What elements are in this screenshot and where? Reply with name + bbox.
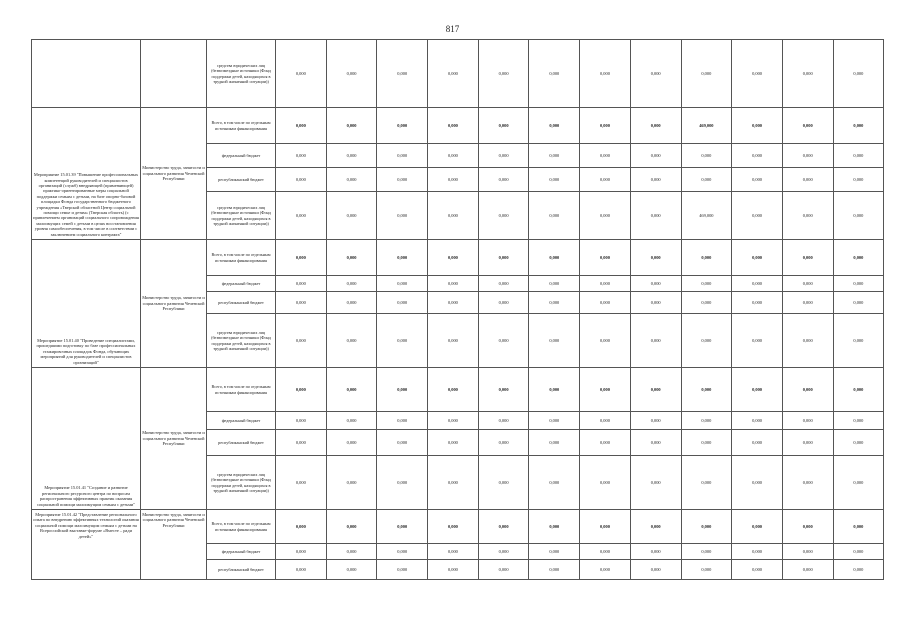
amount-cell: 0,000 [782, 412, 833, 430]
amount-cell: 0,000 [276, 168, 327, 192]
amount-cell: 0,000 [732, 192, 783, 240]
amount-cell: 0,000 [478, 368, 529, 412]
amount-cell: 0,000 [529, 192, 580, 240]
event-cell: Мероприятие 15.01.39 "Повышение профессиональных компетенций руководителей и специалистов организаций (служб) внедряющей (применяющей) практико-ориентированные меры социальной поддержки семьям с детьми, на базе опорно-базовой площадки Фонда государственного бюджетного учреждения «Тверской областной Центр социальной помощи семье и детям» (Тверская область) (с привлечением организаций социального сопровождения малоимущих семей с детьми в целях восстановления уровня самообеспечения, в том числе в соответствии с заключением социального контракта" [32, 108, 141, 240]
amount-cell: 0,000 [681, 292, 732, 314]
amount-cell: 0,000 [833, 412, 884, 430]
amount-cell: 0,000 [580, 510, 631, 544]
event-cell: Мероприятие 15.01.41 "Создание и развитие регионального ресурсного центра по вопросам распространения эффективных практик оказания социальной помощи малоимущим семьям с детьми" [32, 368, 141, 510]
amount-cell: 0,000 [377, 314, 428, 368]
amount-cell: 0,000 [276, 544, 327, 560]
amount-cell: 0,000 [580, 456, 631, 510]
amount-cell: 0,000 [782, 560, 833, 580]
amount-cell: 0,000 [428, 560, 479, 580]
amount-cell: 0,000 [326, 544, 377, 560]
amount-cell: 0,000 [580, 560, 631, 580]
amount-cell: 0,000 [326, 456, 377, 510]
amount-cell: 0,000 [833, 276, 884, 292]
amount-cell: 0,000 [630, 560, 681, 580]
amount-cell: 0,000 [732, 560, 783, 580]
amount-cell: 0,000 [377, 510, 428, 544]
amount-cell: 0,000 [529, 108, 580, 144]
amount-cell: 0,000 [478, 276, 529, 292]
amount-cell: 0,000 [782, 240, 833, 276]
amount-cell: 0,000 [529, 292, 580, 314]
amount-cell: 0,000 [833, 168, 884, 192]
funding-source-cell: Всего, в том числе по отдельным источникам финансирования [207, 108, 276, 144]
funding-source-cell: средства юридических лиц (безвозмездные источники (Фонд поддержки детей, находящихся в трудной жизненной ситуации)) [207, 192, 276, 240]
amount-cell: 0,000 [630, 456, 681, 510]
amount-cell: 0,000 [732, 40, 783, 108]
amount-cell: 0,000 [428, 168, 479, 192]
page-number: 817 [445, 24, 460, 34]
table-row [32, 368, 884, 412]
amount-cell: 0,000 [377, 412, 428, 430]
amount-cell: 0,000 [276, 368, 327, 412]
amount-cell: 0,000 [732, 276, 783, 292]
amount-cell: 0,000 [326, 510, 377, 544]
amount-cell: 0,000 [630, 292, 681, 314]
amount-cell: 0,000 [428, 40, 479, 108]
funding-source-cell: республиканский бюджет [207, 560, 276, 580]
amount-cell: 0,000 [580, 544, 631, 560]
amount-cell: 0,000 [580, 144, 631, 168]
amount-cell: 0,000 [782, 430, 833, 456]
amount-cell: 0,000 [630, 192, 681, 240]
amount-cell: 0,000 [630, 276, 681, 292]
amount-cell: 0,000 [428, 510, 479, 544]
amount-cell: 0,000 [833, 314, 884, 368]
amount-cell: 0,000 [681, 560, 732, 580]
amount-cell: 0,000 [478, 456, 529, 510]
amount-cell: 0,000 [580, 192, 631, 240]
amount-cell: 0,000 [377, 456, 428, 510]
amount-cell: 0,000 [630, 144, 681, 168]
amount-cell: 0,000 [732, 144, 783, 168]
amount-cell: 0,000 [276, 108, 327, 144]
amount-cell: 0,000 [377, 560, 428, 580]
amount-cell: 0,000 [833, 510, 884, 544]
amount-cell: 0,000 [630, 240, 681, 276]
funding-source-cell: федеральный бюджет [207, 144, 276, 168]
amount-cell: 0,000 [529, 368, 580, 412]
amount-cell: 0,000 [681, 314, 732, 368]
amount-cell: 0,000 [833, 240, 884, 276]
amount-cell: 0,000 [732, 544, 783, 560]
amount-cell: 0,000 [428, 412, 479, 430]
amount-cell: 0,000 [732, 510, 783, 544]
amount-cell: 0,000 [529, 544, 580, 560]
amount-cell: 0,000 [732, 240, 783, 276]
amount-cell: 0,000 [377, 168, 428, 192]
amount-cell: 0,000 [630, 40, 681, 108]
amount-cell: 0,000 [580, 276, 631, 292]
funding-source-cell: Всего, в том числе по отдельным источникам финансирования [207, 240, 276, 276]
amount-cell: 0,000 [326, 108, 377, 144]
amount-cell: 0,000 [529, 144, 580, 168]
amount-cell: 0,000 [428, 456, 479, 510]
funding-source-cell: федеральный бюджет [207, 276, 276, 292]
amount-cell: 0,000 [377, 192, 428, 240]
amount-cell: 0,000 [377, 292, 428, 314]
budget-table [31, 39, 884, 580]
amount-cell: 0,000 [276, 192, 327, 240]
amount-cell: 0,000 [529, 560, 580, 580]
amount-cell: 0,000 [580, 430, 631, 456]
amount-cell: 0,000 [732, 292, 783, 314]
amount-cell: 0,000 [681, 240, 732, 276]
amount-cell: 0,000 [276, 292, 327, 314]
funding-source-cell: средства юридических лиц (безвозмездные источники (Фонд поддержки детей, находящихся в трудной жизненной ситуации)) [207, 314, 276, 368]
amount-cell: 0,000 [529, 314, 580, 368]
amount-cell: 0,000 [276, 510, 327, 544]
amount-cell: 0,000 [478, 544, 529, 560]
amount-cell: 0,000 [580, 40, 631, 108]
amount-cell: 0,000 [732, 456, 783, 510]
amount-cell: 0,000 [276, 314, 327, 368]
amount-cell: 0,000 [326, 192, 377, 240]
amount-cell: 0,000 [681, 412, 732, 430]
amount-cell: 0,000 [326, 240, 377, 276]
amount-cell: 0,000 [782, 292, 833, 314]
amount-cell: 0,000 [833, 192, 884, 240]
amount-cell: 0,000 [580, 368, 631, 412]
amount-cell: 0,000 [782, 168, 833, 192]
amount-cell: 0,000 [782, 314, 833, 368]
amount-cell: 0,000 [276, 456, 327, 510]
amount-cell: 0,000 [276, 240, 327, 276]
amount-cell: 0,000 [782, 544, 833, 560]
amount-cell: 0,000 [326, 40, 377, 108]
amount-cell: 0,000 [782, 192, 833, 240]
amount-cell: 0,000 [478, 108, 529, 144]
amount-cell: 0,000 [833, 456, 884, 510]
amount-cell: 0,000 [428, 292, 479, 314]
funding-source-cell: федеральный бюджет [207, 412, 276, 430]
amount-cell: 0,000 [580, 314, 631, 368]
amount-cell: 0,000 [833, 108, 884, 144]
amount-cell: 0,000 [580, 108, 631, 144]
amount-cell: 0,000 [782, 276, 833, 292]
amount-cell: 0,000 [276, 40, 327, 108]
amount-cell: 0,000 [377, 430, 428, 456]
funding-source-cell: средства юридических лиц (безвозмездные источники (Фонд поддержки детей, находящихся в трудной жизненной ситуации)) [207, 40, 276, 108]
table-row [32, 510, 884, 544]
executor-cell: Министерство труда, занятости и социального развития Чеченской Республики [141, 368, 207, 510]
amount-cell: 0,000 [377, 40, 428, 108]
amount-cell: 0,000 [732, 368, 783, 412]
amount-cell: 0,000 [732, 168, 783, 192]
funding-source-cell: Всего, в том числе по отдельным источникам финансирования [207, 368, 276, 412]
amount-cell: 0,000 [580, 240, 631, 276]
budget-table-container [31, 39, 883, 580]
amount-cell: 0,000 [326, 276, 377, 292]
amount-cell: 0,000 [326, 368, 377, 412]
amount-cell: 0,000 [833, 544, 884, 560]
amount-cell: 0,000 [428, 240, 479, 276]
amount-cell: 0,000 [377, 240, 428, 276]
amount-cell: 0,000 [478, 510, 529, 544]
funding-source-cell: республиканский бюджет [207, 168, 276, 192]
executor-cell: Министерство труда, занятости и социального развития Чеченской Республики [141, 510, 207, 580]
amount-cell: 0,000 [428, 192, 479, 240]
amount-cell: 0,000 [630, 412, 681, 430]
table-row [32, 108, 884, 144]
amount-cell: 0,000 [478, 560, 529, 580]
amount-cell: 0,000 [580, 412, 631, 430]
amount-cell: 0,000 [732, 430, 783, 456]
amount-cell: 0,000 [630, 168, 681, 192]
amount-cell: 0,000 [428, 544, 479, 560]
amount-cell: 0,000 [529, 168, 580, 192]
amount-cell: 0,000 [732, 412, 783, 430]
table-row [32, 240, 884, 276]
funding-source-cell: Всего, в том числе по отдельным источникам финансирования [207, 510, 276, 544]
amount-cell: 0,000 [529, 430, 580, 456]
event-cell-empty [32, 40, 141, 108]
amount-cell: 0,000 [478, 240, 529, 276]
amount-cell: 0,000 [833, 430, 884, 456]
amount-cell: 0,000 [681, 368, 732, 412]
amount-cell: 0,000 [478, 412, 529, 430]
funding-source-cell: федеральный бюджет [207, 544, 276, 560]
amount-cell: 0,000 [833, 292, 884, 314]
amount-cell: 0,000 [681, 144, 732, 168]
amount-cell: 0,000 [326, 314, 377, 368]
amount-cell: 0,000 [782, 510, 833, 544]
amount-cell: 0,000 [478, 292, 529, 314]
amount-cell: 0,000 [377, 144, 428, 168]
amount-cell: 0,000 [428, 276, 479, 292]
amount-cell: 0,000 [529, 40, 580, 108]
amount-cell: 0,000 [681, 510, 732, 544]
amount-cell: 0,000 [732, 314, 783, 368]
amount-cell: 0,000 [529, 276, 580, 292]
amount-cell: 0,000 [326, 168, 377, 192]
amount-cell: 0,000 [478, 40, 529, 108]
amount-cell: 0,000 [428, 430, 479, 456]
amount-cell: 0,000 [732, 108, 783, 144]
amount-cell: 0,000 [377, 108, 428, 144]
amount-cell: 469,000 [681, 192, 732, 240]
amount-cell: 0,000 [276, 144, 327, 168]
amount-cell: 0,000 [478, 314, 529, 368]
executor-cell: Министерство труда, занятости и социального развития Чеченской Республики [141, 108, 207, 240]
amount-cell: 0,000 [326, 412, 377, 430]
amount-cell: 0,000 [478, 430, 529, 456]
amount-cell: 0,000 [630, 510, 681, 544]
amount-cell: 0,000 [529, 510, 580, 544]
amount-cell: 0,000 [681, 168, 732, 192]
event-cell: Мероприятие 15.01.42 "Представление регионального опыта по внедрению эффективных технологий оказания социальной помощи малоимущим семьям с детьми на Всероссийской выставке-форуме «Вместе – ради детей»" [32, 510, 141, 580]
amount-cell: 0,000 [478, 192, 529, 240]
table-row [32, 40, 884, 108]
amount-cell: 0,000 [428, 144, 479, 168]
amount-cell: 0,000 [681, 544, 732, 560]
amount-cell: 0,000 [276, 276, 327, 292]
amount-cell: 0,000 [630, 430, 681, 456]
funding-source-cell: республиканский бюджет [207, 430, 276, 456]
amount-cell: 0,000 [276, 412, 327, 430]
amount-cell: 0,000 [326, 560, 377, 580]
event-cell: Мероприятие 15.01.40 "Проведение специалистами, прошедшими подготовку по базе профессиональных стажировочных площадок Фонда, обучающих мероприятий для руководителей и специалистов организаций" [32, 240, 141, 368]
funding-source-cell: республиканский бюджет [207, 292, 276, 314]
amount-cell: 0,000 [630, 544, 681, 560]
amount-cell: 0,000 [782, 368, 833, 412]
amount-cell: 0,000 [833, 144, 884, 168]
amount-cell: 0,000 [782, 108, 833, 144]
amount-cell: 0,000 [833, 560, 884, 580]
amount-cell: 0,000 [580, 292, 631, 314]
amount-cell: 0,000 [428, 108, 479, 144]
amount-cell: 0,000 [630, 368, 681, 412]
amount-cell: 0,000 [681, 456, 732, 510]
amount-cell: 469,000 [681, 108, 732, 144]
amount-cell: 0,000 [478, 168, 529, 192]
amount-cell: 0,000 [681, 40, 732, 108]
amount-cell: 0,000 [276, 430, 327, 456]
amount-cell: 0,000 [326, 292, 377, 314]
amount-cell: 0,000 [529, 240, 580, 276]
amount-cell: 0,000 [428, 314, 479, 368]
amount-cell: 0,000 [782, 456, 833, 510]
executor-cell-empty [141, 40, 207, 108]
amount-cell: 0,000 [478, 144, 529, 168]
amount-cell: 0,000 [326, 144, 377, 168]
amount-cell: 0,000 [782, 144, 833, 168]
amount-cell: 0,000 [529, 456, 580, 510]
amount-cell: 0,000 [630, 314, 681, 368]
amount-cell: 0,000 [428, 368, 479, 412]
amount-cell: 0,000 [529, 412, 580, 430]
amount-cell: 0,000 [326, 430, 377, 456]
amount-cell: 0,000 [630, 108, 681, 144]
amount-cell: 0,000 [782, 40, 833, 108]
amount-cell: 0,000 [833, 368, 884, 412]
amount-cell: 0,000 [681, 430, 732, 456]
amount-cell: 0,000 [377, 368, 428, 412]
amount-cell: 0,000 [833, 40, 884, 108]
amount-cell: 0,000 [276, 560, 327, 580]
amount-cell: 0,000 [580, 168, 631, 192]
amount-cell: 0,000 [681, 276, 732, 292]
amount-cell: 0,000 [377, 276, 428, 292]
funding-source-cell: средства юридических лиц (безвозмездные источники (Фонд поддержки детей, находящихся в трудной жизненной ситуации)) [207, 456, 276, 510]
amount-cell: 0,000 [377, 544, 428, 560]
executor-cell: Министерство труда, занятости и социального развития Чеченской Республики [141, 240, 207, 368]
